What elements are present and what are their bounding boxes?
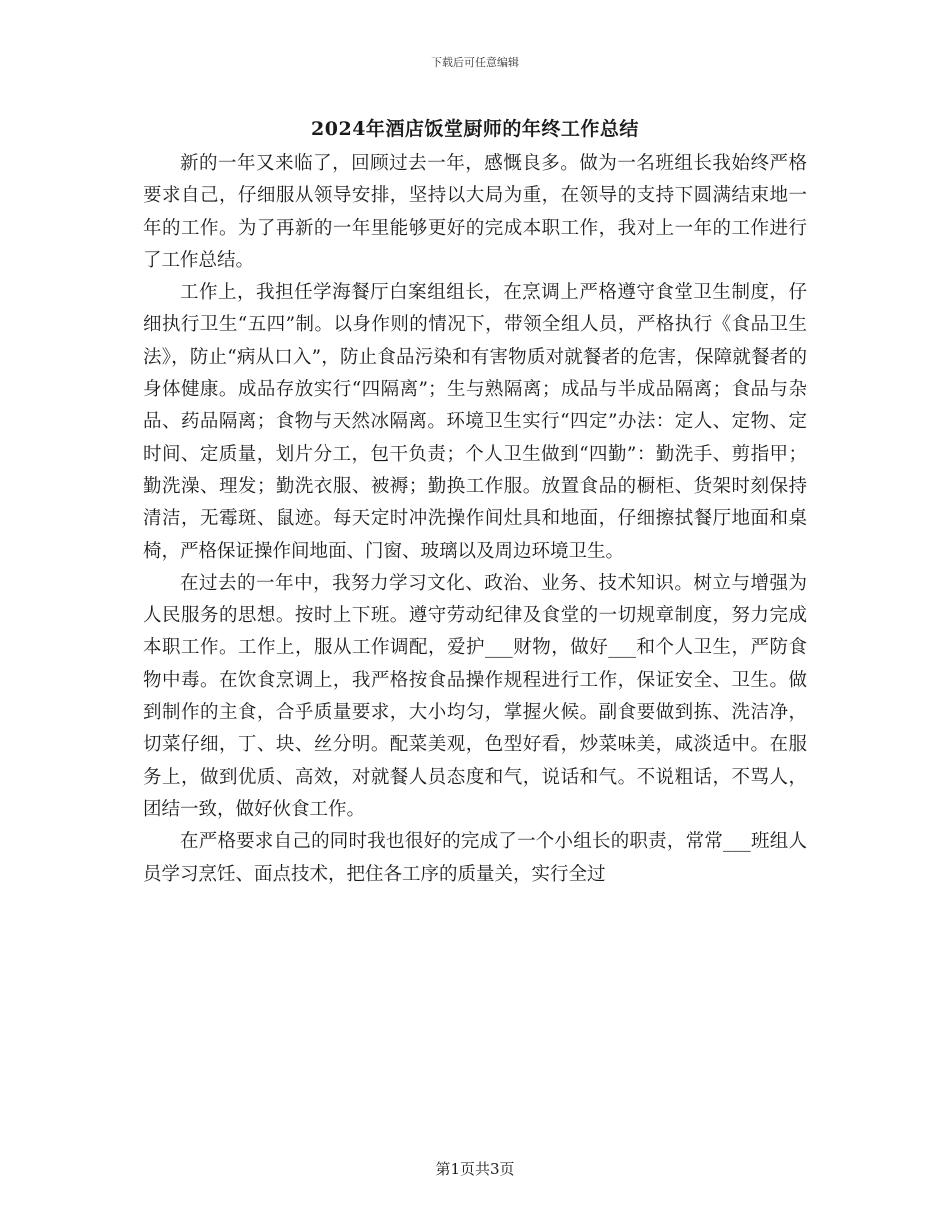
page-footer: 第1页共3页 — [435, 1160, 515, 1178]
paragraph-intro: 新的一年又来临了，回顾过去一年，感慨良多。做为一名班组长我始终严格要求自己，仔细服从领导安排，坚持以大局为重，在领导的支持下圆满结束地一年的工作。为了再新的一年里能够更好的完成本职工作，我对上一年的工作进行了工作总结。 — [143, 153, 807, 271]
paragraph-leadership: 在严格要求自己的同时我也很好的完成了一个小组长的职责，常常___班组人员学习烹饪、面点技术，把住各工序的质量关，实行全过 — [143, 831, 807, 885]
paragraph-study: 在过去的一年中，我努力学习文化、政治、业务、技术知识。树立与增强为人民服务的思想。按时上下班。遵守劳动纪律及食堂的一切规章制度，努力完成本职工作。工作上，服从工作调配，爱护___财物，做好___和个人卫生，严防食物中毒。在饮食烹调上，我严格按食品操作规程进行工作，保证安全、卫生。做到制作的主食，合乎质量要求，大小均匀，掌握火候。副食要做到拣、洗洁净，切菜仔细，丁、块、丝分明。配菜美观，色型好看，炒菜味美，咸淡适中。在服务上，做到优质、高效，对就餐人员态度和气，说话和气。不说粗话，不骂人，团结一致，做好伙食工作。 — [143, 572, 807, 820]
document-body — [143, 148, 807, 891]
paragraph-hygiene: 工作上，我担任学海餐厅白案组组长，在烹调上严格遵守食堂卫生制度，仔细执行卫生“五四”制。以身作则的情况下，带领全组人员，严格执行《食品卫生法》，防止“病从口入”，防止食品污染和有害物质对就餐者的危害，保障就餐者的身体健康。成品存放实行“四隔离”；生与熟隔离；成品与半成品隔离；食品与杂品、药品隔离；食物与天然冰隔离。环境卫生实行“四定”办法：定人、定物、定时间、定质量，划片分工，包干负责；个人卫生做到“四勤”：勤洗手、剪指甲；勤洗澡、理发；勤洗衣服、被褥；勤换工作服。放置食品的橱柜、货架时刻保持清洁，无霉斑、鼠迹。每天定时冲洗操作间灶具和地面，仔细擦拭餐厅地面和桌椅，严格保证操作间地面、门窗、玻璃以及周边环境卫生。 — [143, 282, 807, 562]
document-title: 2024年酒店饭堂厨师的年终工作总结 — [311, 118, 639, 140]
header-note: 下载后可任意编辑 — [431, 56, 519, 69]
